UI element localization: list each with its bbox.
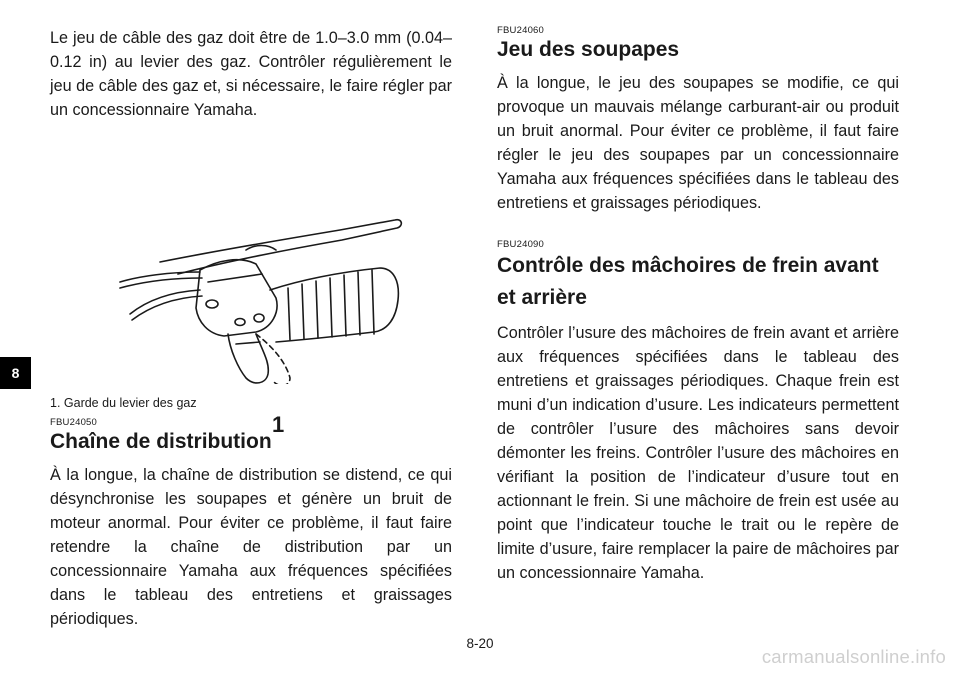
brake-shoes-section xyxy=(497,240,899,585)
left-column xyxy=(50,26,452,628)
page-number: 8-20 xyxy=(466,636,494,651)
timing-chain-section xyxy=(50,418,452,631)
throttle-cable-paragraph: Le jeu de câble des gaz doit être de 1.0–3.0 mm (0.04–0.12 in) au levier des gaz. Contrôler régulièrement le jeu de câble des gaz et, si nécessaire, le faire régler par un concessionnaire Yamaha. xyxy=(50,29,452,119)
section-heading: Contrôle des mâchoires de frein avant et arrière xyxy=(497,254,879,309)
valve-clearance-section xyxy=(497,26,899,215)
section-body: À la longue, la chaîne de distribution se distend, ce qui désynchronise les soupapes et génère un bruit de moteur anormal. Pour éviter ce problème, il faut faire retendre la chaîne de distribution par un concessionnaire Yamaha aux fréquences spécifiées dans le tableau des entretiens et graissages périodiques. xyxy=(50,466,452,628)
figure-callout-number: 1 xyxy=(272,412,285,437)
figure-caption: 1. Garde du levier des gaz xyxy=(50,396,197,410)
right-column xyxy=(497,26,899,585)
chapter-tab: 8 xyxy=(0,357,31,389)
section-heading: Jeu des soupapes xyxy=(497,38,680,61)
section-code: FBU24090 xyxy=(497,239,545,250)
section-body: À la longue, le jeu des soupapes se modifie, ce qui provoque un mauvais mélange carburant-air ou produit un bruit anormal. Pour éviter ce problème, il faut faire régler le jeu des soupapes par un concessionnaire Yamaha aux fréquences spécifiées dans le tableau des entretiens et graissages périodiques. xyxy=(497,74,899,212)
throttle-lever-illustration xyxy=(50,122,452,384)
section-code: FBU24060 xyxy=(497,25,545,36)
section-body: Contrôler l’usure des mâchoires de frein avant et arrière aux fréquences spécifiées dans le tableau des entretiens et graissages périodiques. Chaque frein est muni d’un indication d’usure. Les indicateurs permettent de contrôler l’usure des mâchoires sans devoir démonter les freins. Contrôler l’usure des mâchoires en vérifiant la position de l’indicateur d’usure tout en actionnant le frein. Si une mâchoire de frein est usée au point que l’indicateur touche le trait ou le repère de limite d’usure, faire remplacer la paire de mâchoires par un concessionnaire Yamaha. xyxy=(497,324,899,582)
section-heading: Chaîne de distribution xyxy=(50,430,272,453)
section-code: FBU24050 xyxy=(50,417,98,428)
watermark: carmanualsonline.info xyxy=(761,646,946,667)
